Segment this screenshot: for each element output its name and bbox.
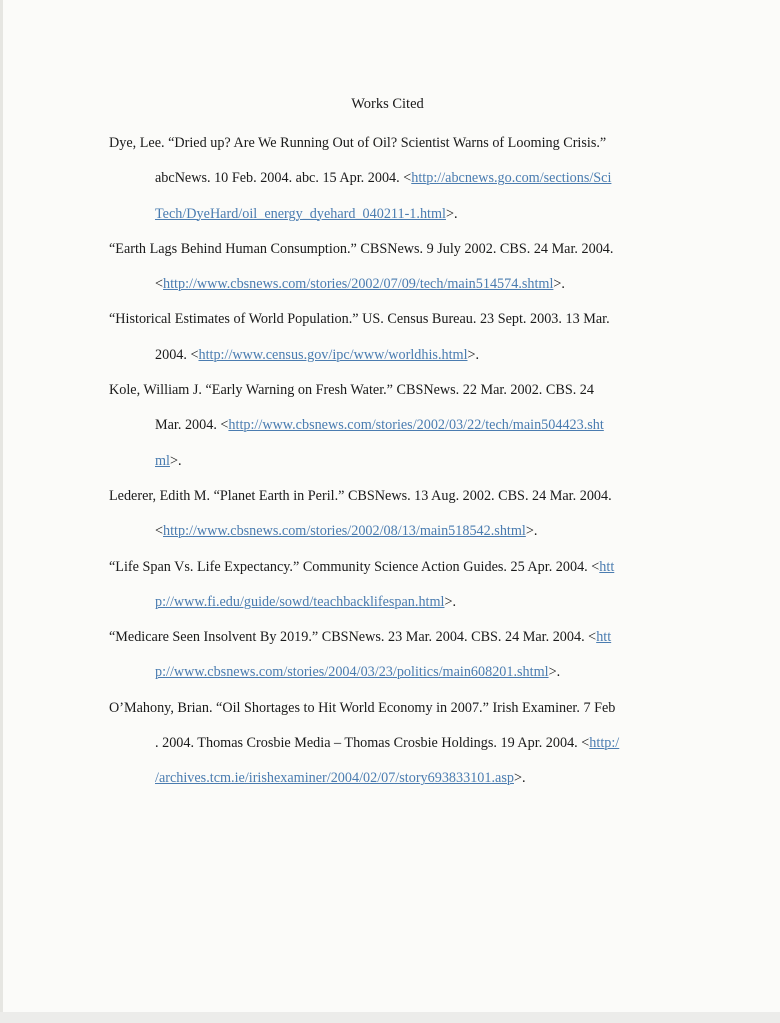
citation-text: >.	[525, 523, 538, 540]
works-cited-list	[107, 126, 659, 797]
citation-line	[107, 726, 659, 761]
citation-line	[107, 267, 659, 302]
citation-text: >.	[444, 593, 457, 610]
citation-url-link[interactable]: http://www.cbsnews.com/stories/2002/08/13/main518542.shtml	[163, 523, 526, 540]
citation-text: >.	[548, 664, 561, 681]
citation-line	[107, 514, 659, 549]
citation-line	[107, 761, 659, 796]
citation-entry	[107, 620, 659, 691]
citation-text: 2004. <	[155, 346, 199, 363]
citation-line	[107, 444, 659, 479]
citation-text: Mar. 2004. <	[155, 417, 229, 434]
citation-line	[107, 161, 659, 196]
citation-text: “Life Span Vs. Life Expectancy.” Community Science Action Guides. 25 Apr. 2004. <	[109, 558, 600, 575]
citation-url-link[interactable]: http:/	[589, 735, 620, 752]
citation-line	[107, 126, 659, 161]
citation-text: <	[155, 523, 164, 540]
citation-entry	[107, 126, 659, 232]
citation-url-link[interactable]: /archives.tcm.ie/irishexaminer/2004/02/07/story693833101.asp	[155, 770, 514, 787]
citation-line	[107, 338, 659, 373]
citation-url-link[interactable]: htt	[599, 558, 615, 575]
citation-entry	[107, 550, 659, 621]
citation-text: Dye, Lee. “Dried up? Are We Running Out of Oil? Scientist Warns of Looming Crisis.”	[109, 135, 607, 151]
citation-text: <	[155, 276, 164, 293]
citation-text: >.	[445, 205, 458, 222]
citation-line	[107, 302, 659, 337]
scan-bottom-edge	[0, 1012, 780, 1023]
citation-url-link[interactable]: http://www.census.gov/ipc/www/worldhis.html	[198, 346, 468, 363]
citation-entry	[107, 302, 659, 373]
citation-line	[107, 197, 659, 232]
citation-text: >.	[467, 346, 480, 363]
scan-edge-shadow	[0, 0, 3, 1023]
citation-line	[107, 479, 659, 514]
citation-text: O’Mahony, Brian. “Oil Shortages to Hit World Economy in 2007.” Irish Examiner. 7 Feb	[109, 699, 616, 716]
citation-line	[107, 620, 659, 655]
citation-text: >.	[553, 276, 565, 293]
citation-text: “Earth Lags Behind Human Consumption.” CBSNews. 9 July 2002. CBS. 24 Mar. 2004.	[109, 240, 614, 257]
citation-entry	[107, 479, 659, 550]
citation-text: Lederer, Edith M. “Planet Earth in Peril.” CBSNews. 13 Aug. 2002. CBS. 24 Mar. 2004.	[109, 487, 612, 504]
page-title: Works Cited	[351, 96, 424, 112]
citation-url-link[interactable]: http://www.cbsnews.com/stories/2002/07/09/tech/main514574.shtml	[163, 276, 554, 293]
citation-entry	[107, 232, 659, 303]
citation-text: . 2004. Thomas Crosbie Media – Thomas Crosbie Holdings. 19 Apr. 2004. <	[155, 735, 590, 752]
citation-line	[107, 691, 659, 726]
citation-text: abcNews. 10 Feb. 2004. abc. 15 Apr. 2004. <	[155, 170, 412, 187]
citation-line	[107, 373, 659, 408]
citation-line	[107, 550, 659, 585]
citation-line	[107, 585, 659, 620]
citation-text: “Historical Estimates of World Population.” US. Census Bureau. 23 Sept. 2003. 13 Mar.	[109, 311, 610, 328]
citation-text: >.	[169, 452, 182, 469]
citation-line	[107, 408, 659, 443]
citation-url-link[interactable]: p://www.fi.edu/guide/sowd/teachbacklifespan.html	[155, 593, 445, 610]
citation-line	[107, 655, 659, 690]
citation-url-link[interactable]: htt	[596, 629, 612, 646]
citation-entry	[107, 691, 659, 797]
citation-url-link[interactable]: Tech/DyeHard/oil_energy_dyehard_040211-1.html	[155, 205, 446, 222]
citation-url-link[interactable]: ml	[155, 452, 170, 469]
citation-entry	[107, 373, 659, 479]
citation-text: “Medicare Seen Insolvent By 2019.” CBSNews. 23 Mar. 2004. CBS. 24 Mar. 2004. <	[109, 629, 597, 646]
citation-url-link[interactable]: p://www.cbsnews.com/stories/2004/03/23/politics/main608201.shtml	[155, 664, 549, 681]
citation-url-link[interactable]: http://www.cbsnews.com/stories/2002/03/22/tech/main504423.sht	[228, 417, 604, 434]
citation-text: Kole, William J. “Early Warning on Fresh Water.” CBSNews. 22 Mar. 2002. CBS. 24	[109, 382, 594, 399]
citation-line	[107, 232, 659, 267]
citation-text: >.	[513, 770, 526, 787]
citation-url-link[interactable]: http://abcnews.go.com/sections/Sci	[411, 170, 612, 187]
